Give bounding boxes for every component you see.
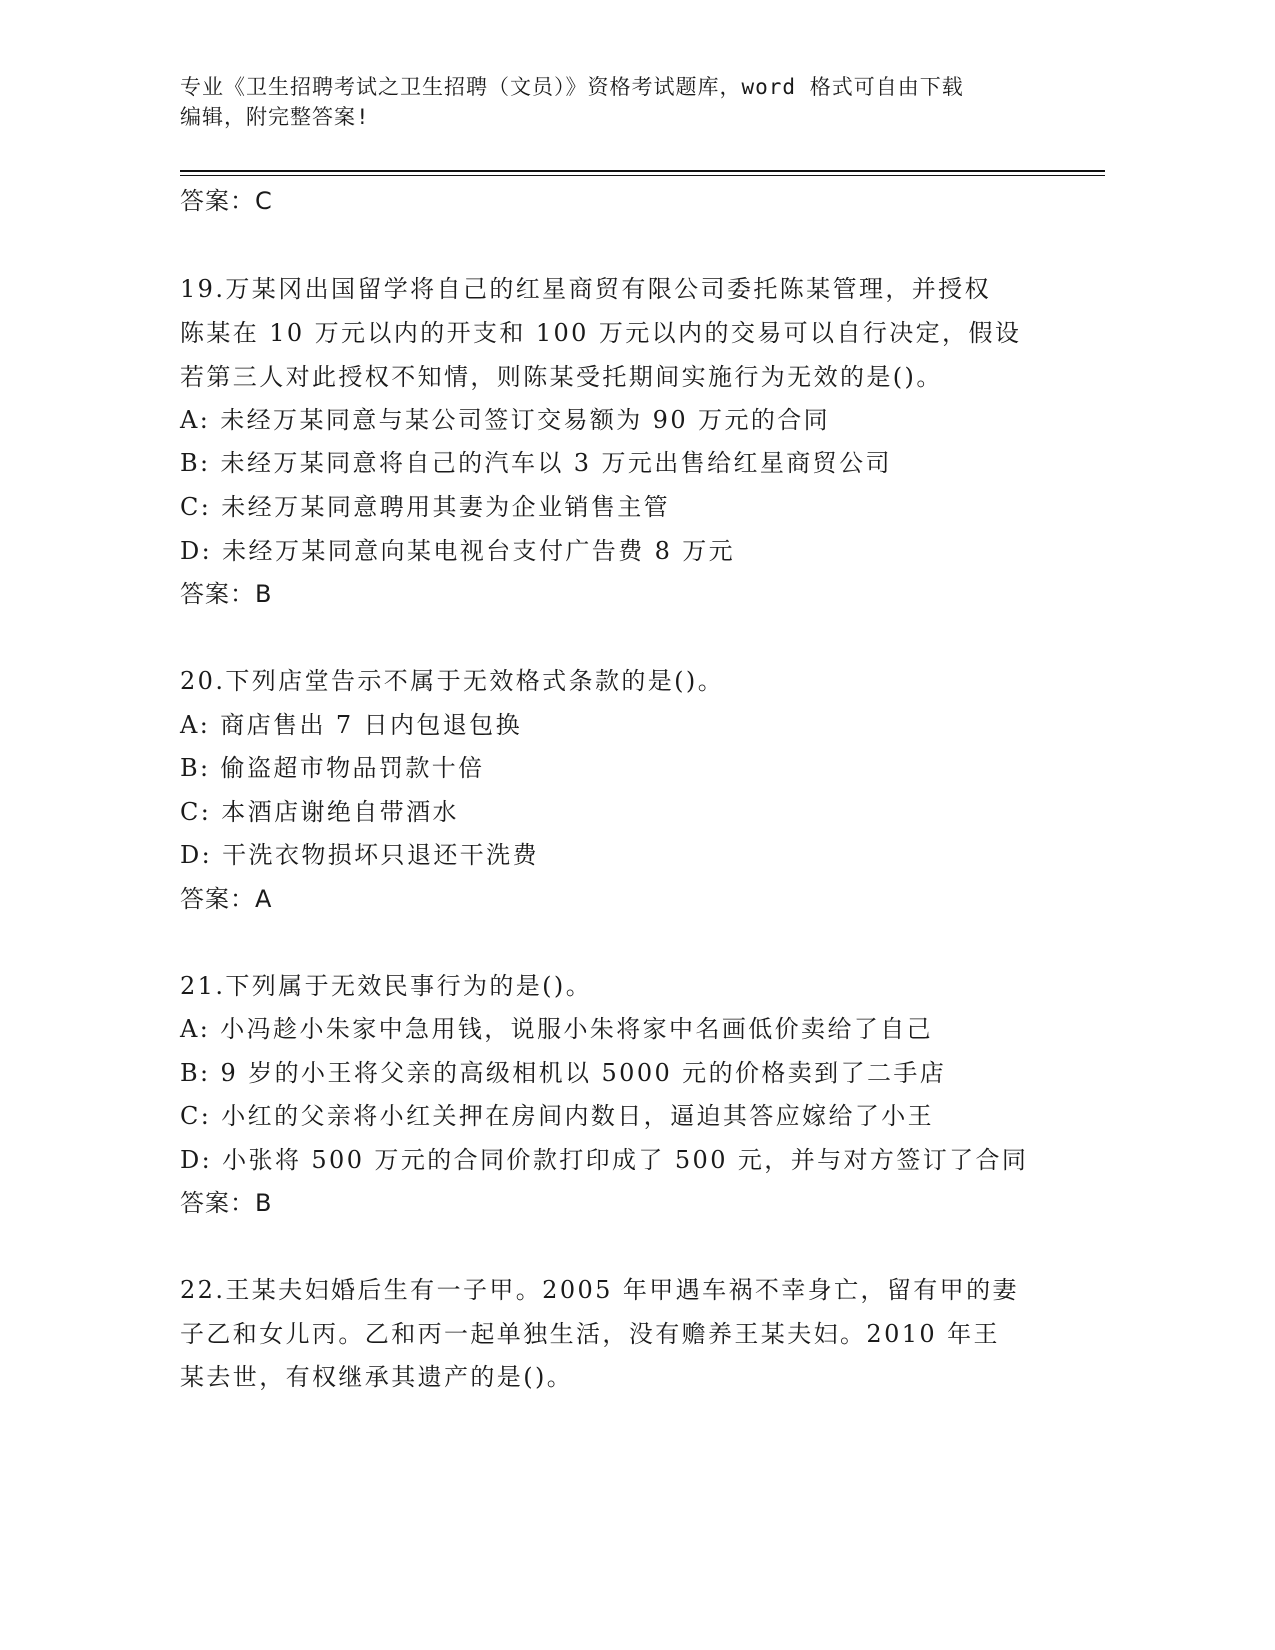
question-20-option-b: B: 偷盗超市物品罚款十倍 xyxy=(180,754,485,782)
document-header xyxy=(180,72,1060,132)
question-22-stem-line-2: 子乙和女儿丙。乙和丙一起单独生活，没有赡养王某夫妇。2010 年王 xyxy=(180,1320,1000,1348)
question-19-option-d: D: 未经万某同意向某电视台支付广告费 8 万元 xyxy=(180,537,736,565)
question-20-answer: 答案：A xyxy=(180,885,273,913)
question-19-stem-line-2: 陈某在 10 万元以内的开支和 100 万元以内的交易可以自行决定，假设 xyxy=(180,319,1022,347)
question-22-stem-line-3: 某去世，有权继承其遗产的是()。 xyxy=(180,1363,574,1391)
question-19-option-a: A: 未经万某同意与某公司签订交易额为 90 万元的合同 xyxy=(180,406,831,434)
question-21-option-b: B: 9 岁的小王将父亲的高级相机以 5000 元的价格卖到了二手店 xyxy=(180,1059,947,1087)
header-divider-thin xyxy=(180,175,1105,176)
question-21-answer: 答案：B xyxy=(180,1189,273,1217)
question-20-option-c: C: 本酒店谢绝自带酒水 xyxy=(180,798,459,826)
question-20-stem-line-1: 20.下列店堂告示不属于无效格式条款的是()。 xyxy=(180,667,725,695)
header-line-1: 专业《卫生招聘考试之卫生招聘（文员）》资格考试题库，word 格式可自由下载 xyxy=(180,75,964,99)
question-22-stem-line-1: 22.王某夫妇婚后生有一子甲。2005 年甲遇车祸不幸身亡，留有甲的妻 xyxy=(180,1276,1019,1304)
header-divider-thick xyxy=(180,170,1105,172)
question-21-stem-line-1: 21.下列属于无效民事行为的是()。 xyxy=(180,972,593,1000)
question-20-option-a: A: 商店售出 7 日内包退包换 xyxy=(180,711,522,739)
question-19-stem-line-1: 19.万某冈出国留学将自己的红星商贸有限公司委托陈某管理，并授权 xyxy=(180,275,991,303)
question-21-option-d: D: 小张将 500 万元的合同价款打印成了 500 元，并与对方签订了合同 xyxy=(180,1146,1029,1174)
previous-answer: 答案：C xyxy=(180,187,273,215)
header-line-2: 编辑，附完整答案! xyxy=(180,105,370,129)
question-19-stem-line-3: 若第三人对此授权不知情，则陈某受托期间实施行为无效的是()。 xyxy=(180,363,943,391)
question-19-answer: 答案：B xyxy=(180,580,273,608)
question-19-option-c: C: 未经万某同意聘用其妻为企业销售主管 xyxy=(180,493,671,521)
question-21-option-a: A: 小冯趁小朱家中急用钱，说服小朱将家中名画低价卖给了自己 xyxy=(180,1015,934,1043)
question-20-option-d: D: 干洗衣物损坏只退还干洗费 xyxy=(180,841,539,869)
question-19-option-b: B: 未经万某同意将自己的汽车以 3 万元出售给红星商贸公司 xyxy=(180,449,892,477)
question-21-option-c: C: 小红的父亲将小红关押在房间内数日，逼迫其答应嫁给了小王 xyxy=(180,1102,935,1130)
